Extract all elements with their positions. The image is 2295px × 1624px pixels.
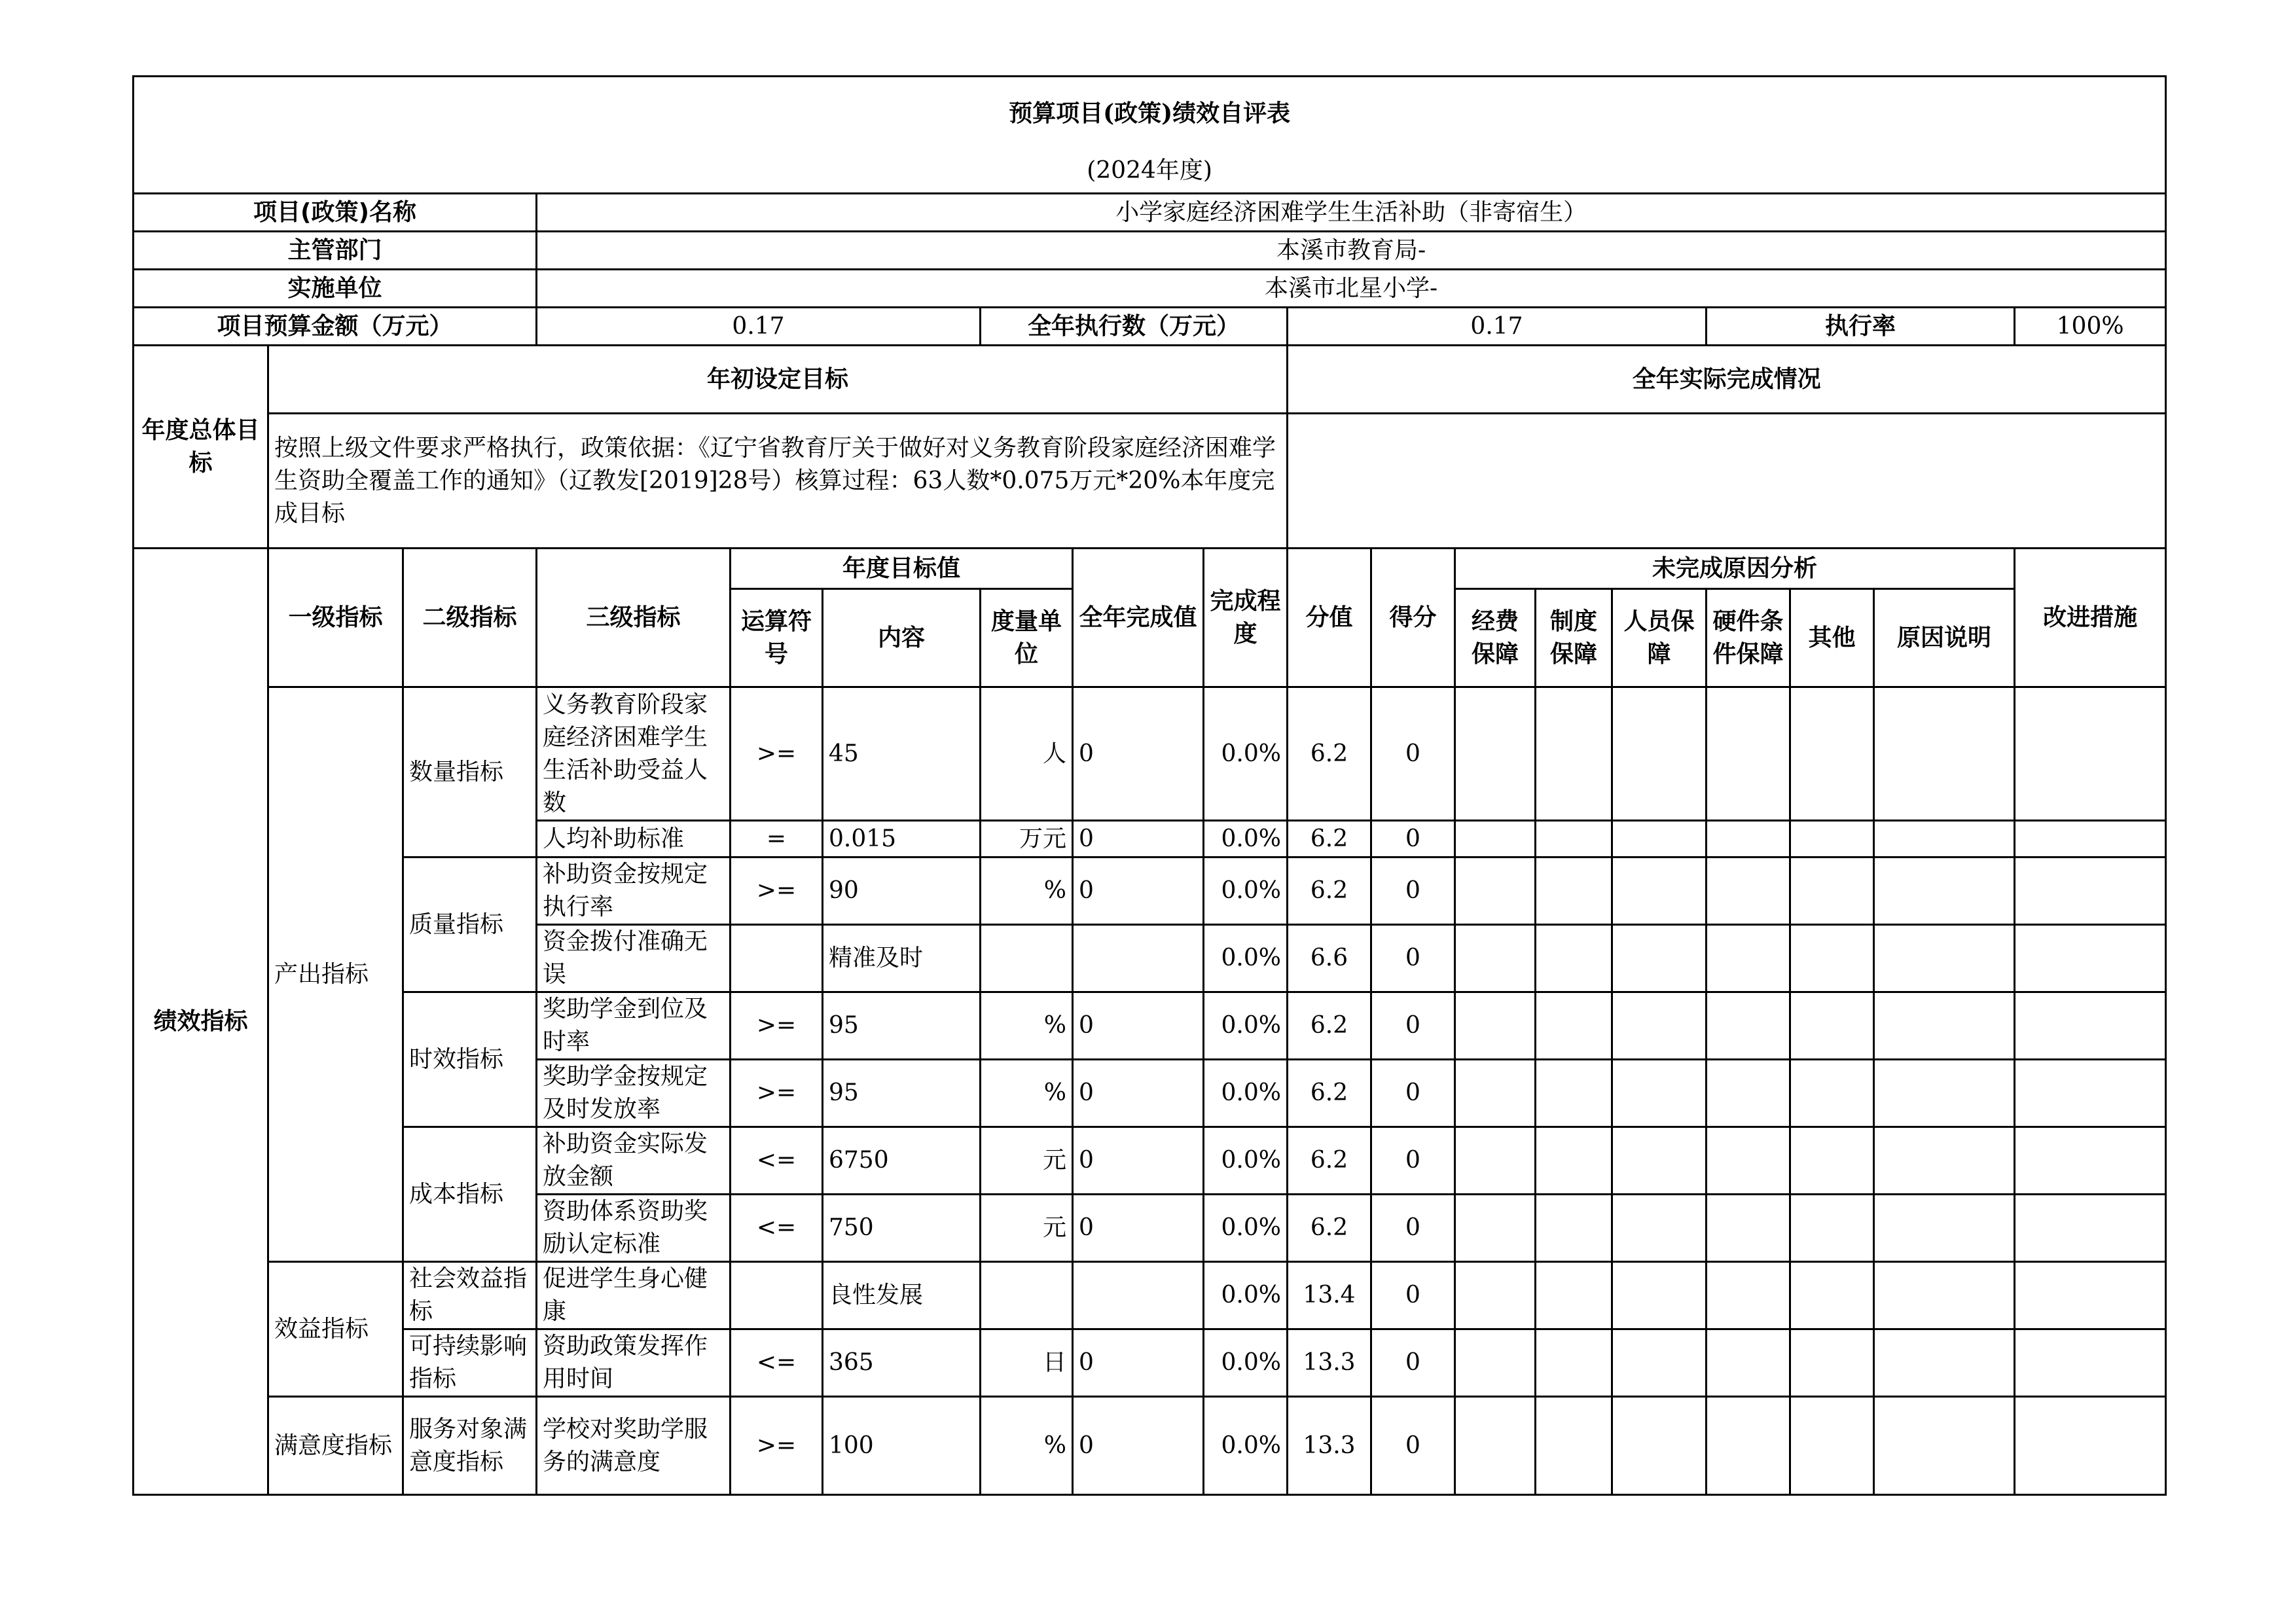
reason-cell bbox=[1612, 687, 1707, 821]
indicator-name: 奖助学金按规定及时发放率 bbox=[537, 1060, 731, 1127]
reason-cell bbox=[1707, 857, 1790, 925]
reason-cell bbox=[1874, 992, 2015, 1060]
reason-cell bbox=[1536, 1329, 1612, 1397]
header-level1: 一级指标 bbox=[268, 549, 403, 687]
year-label: (2024年度) bbox=[134, 149, 2166, 194]
indicator-score: 13.3 bbox=[1288, 1397, 1371, 1495]
indicator-actual bbox=[1073, 1262, 1204, 1329]
indicator-content: 6750 bbox=[823, 1127, 981, 1195]
header-reason-group: 未完成原因分析 bbox=[1455, 549, 2015, 589]
reason-cell bbox=[1874, 1397, 2015, 1495]
indicator-content: 365 bbox=[823, 1329, 981, 1397]
reason-cell bbox=[1790, 857, 1874, 925]
indicator-op bbox=[731, 1262, 823, 1329]
reason-cell bbox=[1612, 1397, 1707, 1495]
reason-cell bbox=[1536, 857, 1612, 925]
reason-cell bbox=[1455, 1060, 1536, 1127]
goal-actual-header: 全年实际完成情况 bbox=[1288, 346, 2166, 414]
indicator-content: 45 bbox=[823, 687, 981, 821]
indicator-unit bbox=[981, 925, 1073, 992]
goal-target-header: 年初设定目标 bbox=[268, 346, 1288, 414]
indicator-unit: % bbox=[981, 992, 1073, 1060]
reason-cell bbox=[1455, 1397, 1536, 1495]
indicator-name: 学校对奖助学服务的满意度 bbox=[537, 1397, 731, 1495]
improve-cell bbox=[2015, 1127, 2166, 1195]
goal-actual-text bbox=[1288, 414, 2166, 549]
reason-cell bbox=[1455, 857, 1536, 925]
reason-cell bbox=[1612, 1329, 1707, 1397]
indicator-degree: 0.0% bbox=[1204, 857, 1288, 925]
budget-value: 0.17 bbox=[537, 308, 981, 346]
indicator-got: 0 bbox=[1371, 1329, 1455, 1397]
reason-cell bbox=[1455, 992, 1536, 1060]
indicator-content: 95 bbox=[823, 1060, 981, 1127]
indicator-got: 0 bbox=[1371, 1060, 1455, 1127]
header-actual: 全年完成值 bbox=[1073, 549, 1204, 687]
unit-value: 本溪市北星小学- bbox=[537, 270, 2166, 308]
reason-cell bbox=[1874, 1329, 2015, 1397]
group-satisfaction: 满意度指标 bbox=[268, 1397, 403, 1495]
reason-cell bbox=[1612, 1127, 1707, 1195]
header-r-note: 原因说明 bbox=[1874, 589, 2015, 687]
indicator-degree: 0.0% bbox=[1204, 1060, 1288, 1127]
reason-cell bbox=[1790, 925, 1874, 992]
indicator-degree: 0.0% bbox=[1204, 992, 1288, 1060]
indicator-got: 0 bbox=[1371, 1262, 1455, 1329]
header-degree: 完成程度 bbox=[1204, 549, 1288, 687]
group-social: 社会效益指标 bbox=[403, 1262, 537, 1329]
reason-cell bbox=[1790, 1060, 1874, 1127]
project-name-label: 项目(政策)名称 bbox=[134, 194, 537, 232]
page-title: 预算项目(政策)绩效自评表 bbox=[134, 77, 2166, 150]
indicator-unit: 人 bbox=[981, 687, 1073, 821]
indicator-got: 0 bbox=[1371, 1195, 1455, 1262]
group-quality: 质量指标 bbox=[403, 857, 537, 992]
indicator-op: >= bbox=[731, 1060, 823, 1127]
reason-cell bbox=[1707, 687, 1790, 821]
indicator-name: 资金拨付准确无误 bbox=[537, 925, 731, 992]
goal-target-text: 按照上级文件要求严格执行，政策依据：《辽宁省教育厅关于做好对义务教育阶段家庭经济困难学生资助全覆盖工作的通知》（辽教发[2019]28号）核算过程：63人数*0.075万元*20%本年度完成目标 bbox=[268, 414, 1288, 549]
group-service: 服务对象满意度指标 bbox=[403, 1397, 537, 1495]
reason-cell bbox=[1455, 1329, 1536, 1397]
indicator-op: = bbox=[731, 821, 823, 857]
indicator-got: 0 bbox=[1371, 687, 1455, 821]
indicator-actual: 0 bbox=[1073, 687, 1204, 821]
indicator-op: <= bbox=[731, 1195, 823, 1262]
reason-cell bbox=[1612, 1262, 1707, 1329]
dept-value: 本溪市教育局- bbox=[537, 232, 2166, 270]
indicator-name: 资助体系资助奖励认定标准 bbox=[537, 1195, 731, 1262]
indicator-got: 0 bbox=[1371, 1397, 1455, 1495]
reason-cell bbox=[1707, 821, 1790, 857]
reason-cell bbox=[1455, 1262, 1536, 1329]
header-level3: 三级指标 bbox=[537, 549, 731, 687]
improve-cell bbox=[2015, 1060, 2166, 1127]
reason-cell bbox=[1536, 1195, 1612, 1262]
reason-cell bbox=[1790, 687, 1874, 821]
indicator-unit: 元 bbox=[981, 1127, 1073, 1195]
indicator-got: 0 bbox=[1371, 992, 1455, 1060]
indicator-unit: 日 bbox=[981, 1329, 1073, 1397]
reason-cell bbox=[1790, 1127, 1874, 1195]
reason-cell bbox=[1874, 925, 2015, 992]
indicator-actual bbox=[1073, 925, 1204, 992]
reason-cell bbox=[1455, 1195, 1536, 1262]
indicator-content: 100 bbox=[823, 1397, 981, 1495]
budget-label: 项目预算金额（万元） bbox=[134, 308, 537, 346]
indicator-degree: 0.0% bbox=[1204, 1397, 1288, 1495]
perf-section-label: 绩效指标 bbox=[134, 549, 268, 1495]
indicator-content: 0.015 bbox=[823, 821, 981, 857]
reason-cell bbox=[1707, 992, 1790, 1060]
indicator-unit: 万元 bbox=[981, 821, 1073, 857]
exec-value: 0.17 bbox=[1288, 308, 1707, 346]
indicator-actual: 0 bbox=[1073, 1195, 1204, 1262]
reason-cell bbox=[1707, 1195, 1790, 1262]
indicator-op: >= bbox=[731, 687, 823, 821]
improve-cell bbox=[2015, 687, 2166, 821]
group-quantity: 数量指标 bbox=[403, 687, 537, 857]
improve-cell bbox=[2015, 992, 2166, 1060]
reason-cell bbox=[1874, 1060, 2015, 1127]
indicator-actual: 0 bbox=[1073, 821, 1204, 857]
indicator-op: >= bbox=[731, 1397, 823, 1495]
reason-cell bbox=[1707, 925, 1790, 992]
indicator-got: 0 bbox=[1371, 1127, 1455, 1195]
reason-cell bbox=[1874, 1262, 2015, 1329]
indicator-actual: 0 bbox=[1073, 1329, 1204, 1397]
reason-cell bbox=[1612, 857, 1707, 925]
indicator-unit bbox=[981, 1262, 1073, 1329]
indicator-name: 资助政策发挥作用时间 bbox=[537, 1329, 731, 1397]
indicator-op: <= bbox=[731, 1127, 823, 1195]
header-r-system: 制度保障 bbox=[1536, 589, 1612, 687]
reason-cell bbox=[1707, 1127, 1790, 1195]
header-r-hardware: 硬件条件保障 bbox=[1707, 589, 1790, 687]
unit-label: 实施单位 bbox=[134, 270, 537, 308]
group-cost: 成本指标 bbox=[403, 1127, 537, 1262]
improve-cell bbox=[2015, 1195, 2166, 1262]
indicator-name: 奖助学金到位及时率 bbox=[537, 992, 731, 1060]
reason-cell bbox=[1790, 992, 1874, 1060]
indicator-degree: 0.0% bbox=[1204, 821, 1288, 857]
reason-cell bbox=[1790, 1329, 1874, 1397]
reason-cell bbox=[1536, 1127, 1612, 1195]
improve-cell bbox=[2015, 1329, 2166, 1397]
indicator-score: 6.2 bbox=[1288, 687, 1371, 821]
indicator-score: 6.2 bbox=[1288, 1060, 1371, 1127]
header-level2: 二级指标 bbox=[403, 549, 537, 687]
indicator-op: >= bbox=[731, 992, 823, 1060]
indicator-score: 6.2 bbox=[1288, 821, 1371, 857]
reason-cell bbox=[1790, 1262, 1874, 1329]
group-timeliness: 时效指标 bbox=[403, 992, 537, 1127]
reason-cell bbox=[1612, 992, 1707, 1060]
improve-cell bbox=[2015, 857, 2166, 925]
reason-cell bbox=[1455, 925, 1536, 992]
indicator-name: 人均补助标准 bbox=[537, 821, 731, 857]
indicator-degree: 0.0% bbox=[1204, 1127, 1288, 1195]
reason-cell bbox=[1455, 1127, 1536, 1195]
indicator-content: 750 bbox=[823, 1195, 981, 1262]
header-improve: 改进措施 bbox=[2015, 549, 2166, 687]
header-annual-target: 年度目标值 bbox=[731, 549, 1073, 589]
indicator-actual: 0 bbox=[1073, 1397, 1204, 1495]
indicator-score: 6.6 bbox=[1288, 925, 1371, 992]
reason-cell bbox=[1455, 821, 1536, 857]
indicator-score: 6.2 bbox=[1288, 1127, 1371, 1195]
header-got: 得分 bbox=[1371, 549, 1455, 687]
indicator-actual: 0 bbox=[1073, 857, 1204, 925]
reason-cell bbox=[1536, 1262, 1612, 1329]
rate-label: 执行率 bbox=[1707, 308, 2015, 346]
indicator-score: 6.2 bbox=[1288, 992, 1371, 1060]
indicator-score: 6.2 bbox=[1288, 1195, 1371, 1262]
reason-cell bbox=[1874, 857, 2015, 925]
reason-cell bbox=[1707, 1329, 1790, 1397]
exec-label: 全年执行数（万元） bbox=[981, 308, 1288, 346]
reason-cell bbox=[1874, 1195, 2015, 1262]
reason-cell bbox=[1790, 1195, 1874, 1262]
indicator-content: 90 bbox=[823, 857, 981, 925]
group-output: 产出指标 bbox=[268, 687, 403, 1262]
reason-cell bbox=[1455, 687, 1536, 821]
header-operator: 运算符号 bbox=[731, 589, 823, 687]
reason-cell bbox=[1536, 1397, 1612, 1495]
indicator-got: 0 bbox=[1371, 925, 1455, 992]
improve-cell bbox=[2015, 925, 2166, 992]
group-benefit: 效益指标 bbox=[268, 1262, 403, 1397]
indicator-op bbox=[731, 925, 823, 992]
indicator-score: 6.2 bbox=[1288, 857, 1371, 925]
reason-cell bbox=[1612, 821, 1707, 857]
indicator-actual: 0 bbox=[1073, 1127, 1204, 1195]
indicator-actual: 0 bbox=[1073, 992, 1204, 1060]
header-score: 分值 bbox=[1288, 549, 1371, 687]
reason-cell bbox=[1874, 1127, 2015, 1195]
reason-cell bbox=[1612, 1060, 1707, 1127]
improve-cell bbox=[2015, 821, 2166, 857]
indicator-unit: % bbox=[981, 857, 1073, 925]
indicator-name: 补助资金按规定执行率 bbox=[537, 857, 731, 925]
indicator-name: 义务教育阶段家庭经济困难学生生活补助受益人数 bbox=[537, 687, 731, 821]
reason-cell bbox=[1612, 1195, 1707, 1262]
indicator-degree: 0.0% bbox=[1204, 1329, 1288, 1397]
indicator-degree: 0.0% bbox=[1204, 1262, 1288, 1329]
goal-section-label: 年度总体目标 bbox=[134, 346, 268, 549]
indicator-degree: 0.0% bbox=[1204, 687, 1288, 821]
header-r-other: 其他 bbox=[1790, 589, 1874, 687]
improve-cell bbox=[2015, 1262, 2166, 1329]
header-r-fund: 经费保障 bbox=[1455, 589, 1536, 687]
indicator-got: 0 bbox=[1371, 821, 1455, 857]
indicator-op: >= bbox=[731, 857, 823, 925]
indicator-unit: % bbox=[981, 1397, 1073, 1495]
indicator-name: 补助资金实际发放金额 bbox=[537, 1127, 731, 1195]
reason-cell bbox=[1707, 1060, 1790, 1127]
indicator-op: <= bbox=[731, 1329, 823, 1397]
indicator-unit: % bbox=[981, 1060, 1073, 1127]
reason-cell bbox=[1707, 1262, 1790, 1329]
reason-cell bbox=[1790, 1397, 1874, 1495]
rate-value: 100% bbox=[2015, 308, 2166, 346]
indicator-degree: 0.0% bbox=[1204, 1195, 1288, 1262]
indicator-content: 良性发展 bbox=[823, 1262, 981, 1329]
indicator-actual: 0 bbox=[1073, 1060, 1204, 1127]
improve-cell bbox=[2015, 1397, 2166, 1495]
reason-cell bbox=[1536, 687, 1612, 821]
indicator-content: 95 bbox=[823, 992, 981, 1060]
reason-cell bbox=[1536, 992, 1612, 1060]
indicator-content: 精准及时 bbox=[823, 925, 981, 992]
indicator-degree: 0.0% bbox=[1204, 925, 1288, 992]
reason-cell bbox=[1874, 687, 2015, 821]
indicator-name: 促进学生身心健康 bbox=[537, 1262, 731, 1329]
reason-cell bbox=[1707, 1397, 1790, 1495]
indicator-got: 0 bbox=[1371, 857, 1455, 925]
header-content: 内容 bbox=[823, 589, 981, 687]
reason-cell bbox=[1874, 821, 2015, 857]
reason-cell bbox=[1790, 821, 1874, 857]
reason-cell bbox=[1612, 925, 1707, 992]
reason-cell bbox=[1536, 1060, 1612, 1127]
header-unit: 度量单位 bbox=[981, 589, 1073, 687]
indicator-score: 13.4 bbox=[1288, 1262, 1371, 1329]
indicator-unit: 元 bbox=[981, 1195, 1073, 1262]
performance-table bbox=[132, 75, 2167, 1496]
project-name: 小学家庭经济困难学生生活补助（非寄宿生） bbox=[537, 194, 2166, 232]
group-sustain: 可持续影响指标 bbox=[403, 1329, 537, 1397]
header-r-staff: 人员保障 bbox=[1612, 589, 1707, 687]
reason-cell bbox=[1536, 821, 1612, 857]
reason-cell bbox=[1536, 925, 1612, 992]
indicator-score: 13.3 bbox=[1288, 1329, 1371, 1397]
dept-label: 主管部门 bbox=[134, 232, 537, 270]
